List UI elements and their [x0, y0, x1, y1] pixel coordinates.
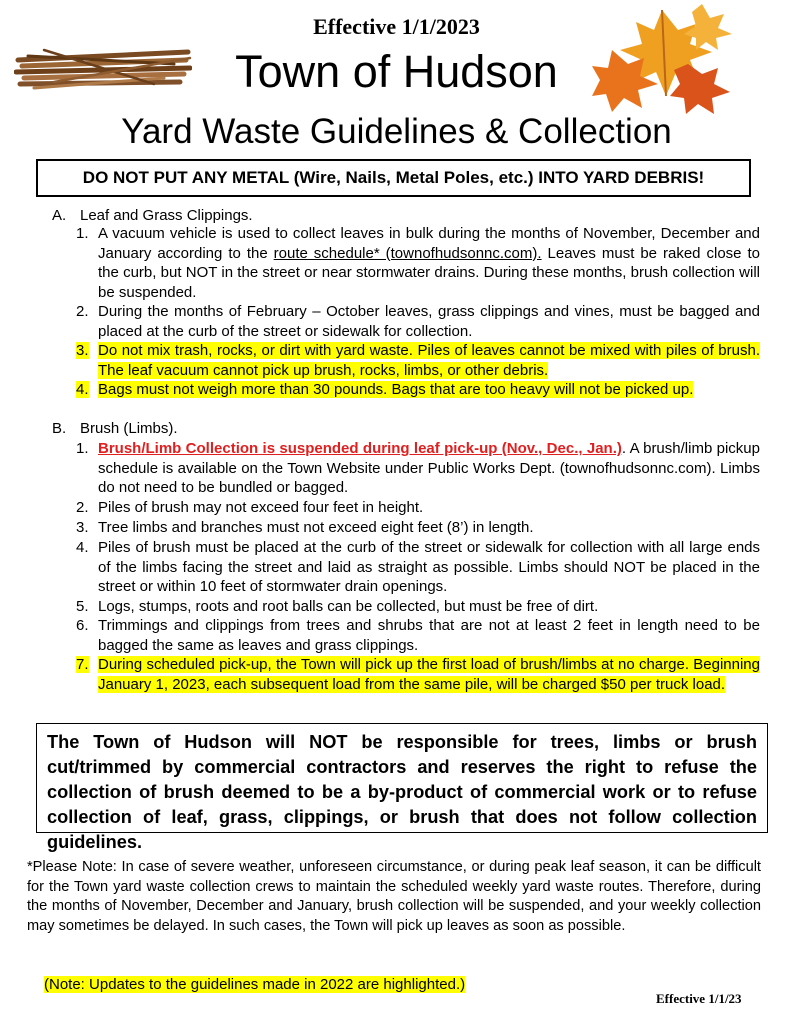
section-a-title: Leaf and Grass Clippings.	[80, 207, 253, 224]
suspension-warning: Brush/Limb Collection is suspended during leaf pick-up (Nov., Dec., Jan.)	[98, 440, 622, 457]
list-item-highlighted: 7. During scheduled pick-up, the Town will pick up the first load of brush/limbs at no charge. Beginning January 1, 2023, each subsequent load from the same pile, will be charged $50 per truck load.	[76, 656, 760, 693]
please-note-paragraph: *Please Note: In case of severe weather, unforeseen circumstance, or during peak leaf season, it can be difficult for the Town yard waste collection crews to maintain the scheduled weekly yard waste routes. Therefore, during the months of November, December and January, brush collection will be suspended, and your weekly collection may sometimes be delayed. In such cases, the Town will pick up leaves as soon as possible.	[27, 859, 761, 934]
list-item-highlighted: 4. Bags must not weigh more than 30 pounds. Bags that are too heavy will not be picked up.	[76, 381, 694, 398]
metal-warning-box: DO NOT PUT ANY METAL (Wire, Nails, Metal Poles, etc.) INTO YARD DEBRIS!	[36, 159, 751, 197]
list-item: 1. A vacuum vehicle is used to collect leaves in bulk during the months of November, December and January according to the route schedule* (townofhudsonnc.com). Leaves must be raked close to the curb, but NOT in the street or near stormwater drains. During these months, brush collection will be suspended.	[76, 225, 760, 301]
section-b-title: Brush (Limbs).	[80, 420, 178, 437]
list-item: 2. Piles of brush may not exceed four feet in height.	[76, 499, 424, 516]
effective-date-footer: Effective 1/1/23	[656, 991, 742, 1006]
section-b-letter: B.	[52, 420, 67, 437]
list-item-highlighted: 3. Do not mix trash, rocks, or dirt with yard waste. Piles of leaves cannot be mixed with piles of brush. The leaf vacuum cannot pick up brush, rocks, limbs, or other debris.	[76, 342, 760, 379]
effective-date-header: Effective 1/1/2023	[313, 14, 480, 39]
section-b-heading	[52, 419, 178, 439]
list-item: 6. Trimmings and clippings from trees and shrubs that are not at least 2 feet in length need to be bagged the same as leaves and grass clippings.	[76, 617, 760, 654]
list-item: 5. Logs, stumps, roots and root balls can be collected, but must be free of dirt.	[76, 598, 599, 615]
updates-note: (Note: Updates to the guidelines made in 2022 are highlighted.)	[44, 976, 466, 993]
commercial-contractor-notice: The Town of Hudson will NOT be responsible for trees, limbs or brush cut/trimmed by commercial contractors and reserves the right to refuse the collection of brush deemed to be a by-product of commercial work or to refuse collection of leaf, grass, clippings, or brush that does not follow collection guidelines.	[36, 723, 768, 833]
list-item: 3. Tree limbs and branches must not exceed eight feet (8’) in length.	[76, 519, 534, 536]
list-item: 4. Piles of brush must be placed at the curb of the street or sidewalk for collection with all large ends of the limbs facing the street and laid as straight as possible. Limbs should NOT be placed in the street or within 10 feet of stormwater drain openings.	[76, 539, 760, 595]
list-item: 1. Brush/Limb Collection is suspended during leaf pick-up (Nov., Dec., Jan.). A brush/limb pickup schedule is available on the Town Website under Public Works Dept. (townofhudsonnc.com). Limbs do not need to be bundled or bagged.	[76, 440, 760, 496]
page-subtitle: Yard Waste Guidelines & Collection	[121, 112, 672, 151]
section-a-heading	[52, 206, 253, 226]
list-item: 2. During the months of February – October leaves, grass clippings and vines, must be bagged and placed at the curb of the street or sidewalk for collection.	[76, 303, 760, 340]
page-title: Town of Hudson	[235, 46, 558, 97]
route-schedule-link[interactable]: route schedule* (townofhudsonnc.com).	[273, 244, 542, 262]
section-a-letter: A.	[52, 207, 67, 224]
